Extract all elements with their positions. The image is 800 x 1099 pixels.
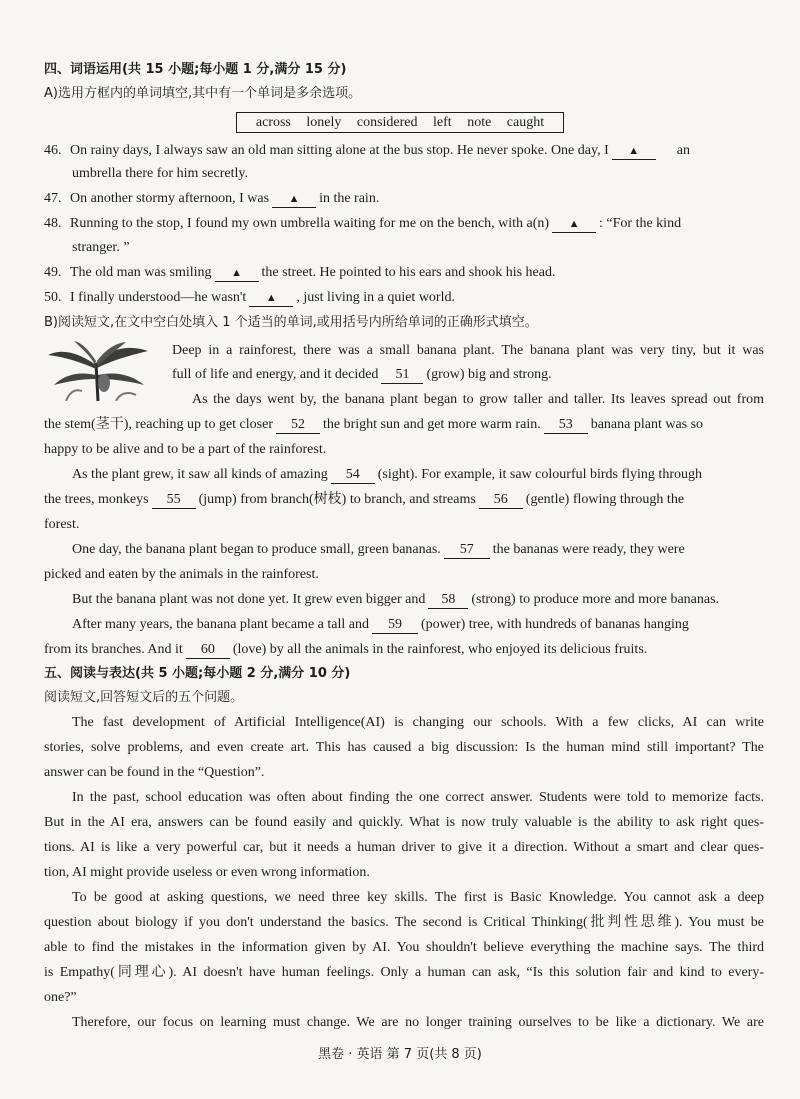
passage-b-line xyxy=(44,415,764,435)
passage-text: the trees, monkeys xyxy=(44,492,149,507)
answer-blank-51[interactable]: 51 xyxy=(381,367,423,384)
passage-text: But the banana plant was not done yet. It grew even bigger and xyxy=(72,592,426,607)
answer-blank[interactable] xyxy=(272,191,316,208)
section-5-instruction: 阅读短文,回答短文后的五个问题。 xyxy=(44,690,244,705)
question-47 xyxy=(44,189,764,209)
answer-blank[interactable] xyxy=(612,143,656,160)
passage-text: One day, the banana plant began to produce small, green bananas. xyxy=(72,542,441,557)
passage-text: (love) by all the animals in the rainforest, who enjoyed its delicious fruits. xyxy=(232,642,648,657)
answer-blank-59[interactable]: 59 xyxy=(372,617,418,634)
question-number: 47. xyxy=(44,191,62,206)
word-box-word: across xyxy=(255,115,291,130)
passage-text: from its branches. And it xyxy=(44,642,183,657)
reading-passage-line: tions. AI is like a very powerful car, but it needs a human driver to give it a direction. Without a smart and clear ques- xyxy=(44,840,764,855)
question-46-continued: umbrella there for him secretly. xyxy=(72,166,248,181)
section-4-heading: 四、词语运用(共 15 小题;每小题 1 分,满分 15 分) xyxy=(44,62,347,77)
reading-passage-line: In the past, school education was often about finding the one correct answer. Students were told to memorize facts. xyxy=(72,790,764,805)
blank-marker: ▲ xyxy=(568,218,580,230)
passage-b-line: forest. xyxy=(44,517,80,532)
answer-blank-53[interactable]: 53 xyxy=(544,417,588,434)
page-footer: 黑卷 · 英语 第 7 页(共 8 页) xyxy=(318,1047,482,1062)
passage-b-line xyxy=(72,590,764,610)
passage-b-line xyxy=(72,615,764,635)
question-text: On another stormy afternoon, I was xyxy=(70,191,270,206)
word-box-word: considered xyxy=(356,115,418,130)
banana-plant-image xyxy=(46,341,150,401)
question-text: Running to the stop, I found my own umbrella waiting for me on the bench, with a(n) xyxy=(70,216,550,231)
blank-marker: ▲ xyxy=(628,145,640,157)
answer-blank[interactable] xyxy=(552,216,596,233)
answer-blank-58[interactable]: 58 xyxy=(428,592,468,609)
answer-blank[interactable] xyxy=(249,290,293,307)
passage-text: (gentle) flowing through the xyxy=(525,492,685,507)
passage-b-line: As the days went by, the banana plant began to grow taller and taller. Its leaves spread out from xyxy=(192,392,764,407)
part-b-instruction: B)阅读短文,在文中空白处填入 1 个适当的单词,或用括号内所给单词的正确形式填空。 xyxy=(44,315,538,330)
reading-passage-line: is Empathy(同理心). AI doesn't have human feelings. Only a human can ask, “Is this solution fair and kind to every- xyxy=(44,965,764,980)
passage-text: (sight). For example, it saw colourful birds flying through xyxy=(377,467,702,482)
passage-text: banana plant was so xyxy=(590,417,704,432)
reading-passage-line: Therefore, our focus on learning must change. We are no longer training ourselves to be like a dictionary. We are xyxy=(72,1015,764,1030)
passage-text: (jump) from branch(树枝) to branch, and streams xyxy=(198,492,476,507)
word-box-word: note xyxy=(467,115,492,130)
question-text: , just living in a quiet world. xyxy=(296,290,455,305)
passage-b-line: happy to be alive and to be a part of the rainforest. xyxy=(44,442,327,457)
question-number: 49. xyxy=(44,265,62,280)
answer-blank[interactable] xyxy=(215,265,259,282)
passage-text: the bananas were ready, they were xyxy=(492,542,685,557)
question-48 xyxy=(44,214,764,234)
word-box-word: lonely xyxy=(306,115,342,130)
question-text: in the rain. xyxy=(319,191,380,206)
question-text: On rainy days, I always saw an old man sitting alone at the bus stop. He never spoke. One day, I xyxy=(70,143,609,158)
passage-b-line xyxy=(72,540,764,560)
passage-b-line: picked and eaten by the animals in the rainforest. xyxy=(44,567,319,582)
reading-passage-line: answer can be found in the “Question”. xyxy=(44,765,265,780)
blank-marker: ▲ xyxy=(231,267,242,279)
reading-passage-line: tion, AI might provide useless or even wrong information. xyxy=(44,865,370,880)
answer-blank-54[interactable]: 54 xyxy=(331,467,375,484)
passage-b-line xyxy=(72,465,764,485)
reading-passage-line: one?” xyxy=(44,990,77,1005)
blank-marker: ▲ xyxy=(288,193,300,205)
answer-blank-57[interactable]: 57 xyxy=(444,542,490,559)
passage-text: the stem(茎干), reaching up to get closer xyxy=(44,417,273,432)
passage-text: (power) tree, with hundreds of bananas hanging xyxy=(420,617,689,632)
section-5-heading: 五、阅读与表达(共 5 小题;每小题 2 分,满分 10 分) xyxy=(44,666,351,681)
passage-b-line: Deep in a rainforest, there was a small banana plant. The banana plant was very tiny, but it was xyxy=(172,343,764,358)
reading-passage-line: question about biology if you don't understand the basics. The second is Critical Thinking(批判性思维). You must be xyxy=(44,915,764,930)
passage-b-line xyxy=(44,640,764,660)
question-text: an xyxy=(676,143,690,158)
question-50 xyxy=(44,288,764,308)
answer-blank-55[interactable]: 55 xyxy=(152,492,196,509)
word-box-word: left xyxy=(433,115,452,130)
question-49 xyxy=(44,263,764,283)
reading-passage-line: able to find the mistakes in the information given by AI. You shouldn't believe everything the machine says. The third xyxy=(44,940,764,955)
part-a-instruction: A)选用方框内的单词填空,其中有一个单词是多余选项。 xyxy=(44,86,362,101)
answer-blank-52[interactable]: 52 xyxy=(276,417,320,434)
reading-passage-line: stories, solve problems, and even create art. This has caused a big discussion: Is the human mind still important? The xyxy=(44,740,764,755)
passage-text: full of life and energy, and it decided xyxy=(172,367,379,382)
question-number: 50. xyxy=(44,290,62,305)
question-number: 46. xyxy=(44,143,62,158)
passage-text: As the plant grew, it saw all kinds of amazing xyxy=(72,467,328,482)
question-text: the street. He pointed to his ears and shook his head. xyxy=(261,265,556,280)
word-box xyxy=(236,112,564,133)
reading-passage-line: The fast development of Artificial Intelligence(AI) is changing our schools. With a few clicks, AI can write xyxy=(72,715,764,730)
question-number: 48. xyxy=(44,216,62,231)
question-text: I finally understood—he wasn't xyxy=(70,290,247,305)
word-box-word: caught xyxy=(506,115,545,130)
answer-blank-60[interactable]: 60 xyxy=(186,642,230,659)
question-46 xyxy=(44,141,764,161)
passage-text: (grow) big and strong. xyxy=(426,367,552,382)
passage-b-line xyxy=(172,365,764,385)
reading-passage-line: To be good at asking questions, we need three key skills. The first is Basic Knowledge. You cannot ask a deep xyxy=(72,890,764,905)
answer-blank-56[interactable]: 56 xyxy=(479,492,523,509)
question-48-continued: stranger. ” xyxy=(72,240,130,255)
question-text: The old man was smiling xyxy=(70,265,212,280)
passage-text: the bright sun and get more warm rain. xyxy=(322,417,541,432)
reading-passage-line: But in the AI era, answers can be found easily and quickly. What is now truly valuable is the ability to ask right ques- xyxy=(44,815,764,830)
passage-text: (strong) to produce more and more bananas. xyxy=(471,592,720,607)
blank-marker: ▲ xyxy=(265,292,277,304)
passage-b-line xyxy=(44,490,764,510)
question-text: : “For the kind xyxy=(599,216,682,231)
passage-text: After many years, the banana plant became a tall and xyxy=(72,617,369,632)
